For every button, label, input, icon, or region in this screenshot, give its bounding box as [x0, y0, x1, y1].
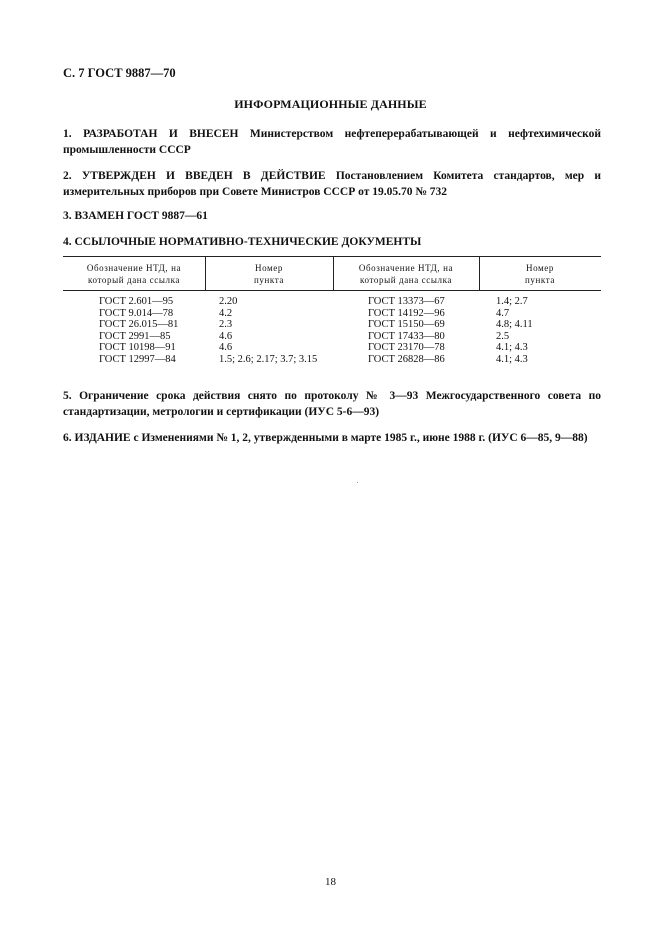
table-cell-document: ГОСТ 2.601—95: [99, 296, 174, 307]
info-item-5: [63, 388, 601, 420]
table-cell-document: ГОСТ 13373—67: [368, 296, 445, 307]
table-cell-clause: 2.20: [219, 296, 238, 307]
info-item-3: [63, 208, 601, 224]
header-line: который дана ссылка: [87, 275, 181, 285]
item-text: с Изменениями № 1, 2, утвержденными в марте 1985 г., июне 1988 г. (ИУС 6—85, 9—88): [133, 432, 588, 444]
table-header-rule: [63, 290, 601, 291]
table-cell-clause: 4.1; 4.3: [496, 354, 528, 365]
table-header-cell: [333, 262, 479, 286]
table-cell-clause: 4.7: [496, 307, 510, 319]
section-title: ИНФОРМАЦИОННЫЕ ДАННЫЕ: [234, 97, 427, 111]
item-caps: ИЗДАНИЕ: [74, 432, 131, 444]
item-text: Ограничение срока действия снято по протоколу № 3—93 Межгосударственного совета по стандартизации, метрологии и сертификации (ИУС 5-6—93): [63, 390, 602, 418]
item-caps: ВЗАМЕН ГОСТ 9887—61: [74, 210, 208, 222]
table-header-cell: [479, 262, 601, 286]
page-number: 18: [325, 876, 336, 888]
table-cell-document: ГОСТ 10198—91: [99, 342, 176, 354]
table-cell-document: ГОСТ 9.014—78: [99, 307, 174, 319]
table-cell-clause: 4.6: [219, 330, 233, 342]
info-item-6: [63, 430, 601, 446]
table-cell-clause: 4.2: [219, 307, 233, 319]
table-cell-document: ГОСТ 23170—78: [368, 342, 445, 354]
item-caps: УТВЕРЖДЕН И ВВЕДЕН В ДЕЙСТВИЕ: [81, 170, 326, 182]
info-item-1: [63, 126, 601, 158]
table-cell-document: ГОСТ 12997—84: [99, 354, 176, 365]
table-cell-document: ГОСТ 26828—86: [368, 354, 445, 365]
table-cell-document: ГОСТ 15150—69: [368, 319, 445, 331]
table-header-cell: [205, 262, 333, 286]
table-cell-clause: 4.8; 4.11: [496, 319, 533, 331]
table-cell-clause: 1.4; 2.7: [496, 296, 528, 307]
item-text: Постановлением Комитета стандартов, мер и измерительных приборов при Совете Министров СССР от 19.05.70 № 732: [63, 170, 602, 198]
header-line: Номер: [254, 263, 284, 273]
table-cell-document: ГОСТ 17433—80: [368, 330, 445, 342]
table-cell-clause: 2.5: [496, 330, 510, 342]
item-text: Министерством нефтеперерабатывающей и нефтехимической промышленности СССР: [63, 128, 601, 156]
header-line: Обозначение НТД, на: [358, 263, 454, 273]
item-caps: ССЫЛОЧНЫЕ НОРМАТИВНО-ТЕХНИЧЕСКИЕ ДОКУМЕНТЫ: [74, 236, 422, 248]
header-line: пункта: [253, 275, 285, 285]
reference-table: [63, 256, 601, 365]
header-line: Обозначение НТД, на: [86, 263, 182, 273]
header-line: пункта: [524, 275, 556, 285]
item-number: 5.: [63, 390, 72, 402]
table-cell-document: ГОСТ 14192—96: [368, 307, 445, 319]
item-number: 4.: [63, 236, 72, 248]
table-cell-clause: 2.3: [219, 319, 233, 331]
table-cell-document: ГОСТ 2991—85: [99, 330, 171, 342]
header-line: Номер: [525, 263, 555, 273]
item-caps: РАЗРАБОТАН И ВНЕСЕН: [83, 128, 239, 140]
table-top-rule: [63, 256, 601, 257]
table-header-cell: [63, 262, 205, 286]
info-item-2: [63, 168, 601, 200]
item-number: 3.: [63, 210, 72, 222]
table-cell-clause: 4.6: [219, 342, 233, 354]
table-cell-document: ГОСТ 26.015—81: [99, 319, 179, 331]
scan-speck: [357, 482, 358, 483]
item-number: 1.: [63, 128, 72, 140]
page-header: С. 7 ГОСТ 9887—70: [63, 66, 176, 80]
table-cell-clause: 1.5; 2.6; 2.17; 3.7; 3.15: [219, 354, 318, 365]
header-line: который дана ссылка: [359, 275, 453, 285]
info-item-4: [63, 234, 601, 250]
item-number: 6.: [63, 432, 72, 444]
table-cell-clause: 4.1; 4.3: [496, 342, 528, 354]
item-number: 2.: [63, 170, 72, 182]
